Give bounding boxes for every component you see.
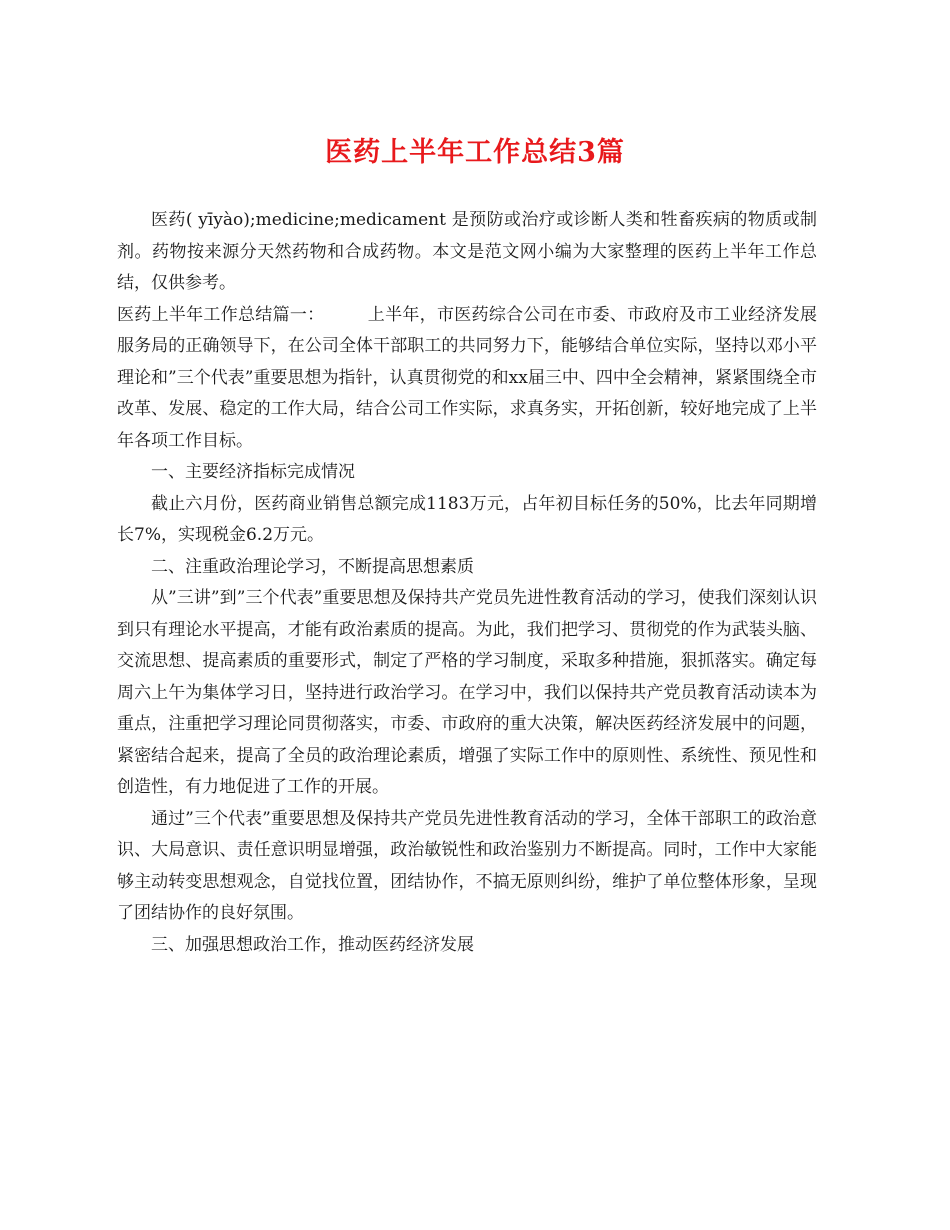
heading-ideological-work: 三、加强思想政治工作，推动医药经济发展 bbox=[151, 934, 474, 955]
heading-economic-indicators: 一、主要经济指标完成情况 bbox=[151, 462, 355, 482]
economic-indicators-paragraph: 截止六月份，医药商业销售总额完成1183万元，占年初目标任务的50%，比去年同期增长7%，实现税金6.2万元。 bbox=[117, 493, 817, 545]
study-results-paragraph: 通过”三个代表”重要思想及保持共产党员先进性教育活动的学习，全体干部职工的政治意识、大局意识、责任意识明显增强，政治敏锐性和政治鉴别力不断提高。同时，工作中大家能够主动转变思想观念，自觉找位置，团结协作，不搞无原则纠纷，维护了单位整体形象，呈现了团结协作的良好氛围。 bbox=[117, 808, 817, 923]
heading-political-study: 二、注重政治理论学习，不断提高思想素质 bbox=[151, 556, 474, 577]
political-study-paragraph: 从”三讲”到”三个代表”重要思想及保持共产党员先进性教育活动的学习，使我们深刻认识到只有理论水平提高，才能有政治素质的提高。为此，我们把学习、贯彻党的作为武装头脑、交流思想、提高素质的重要形式，制定了严格的学习制度，采取多种措施，狠抓落实。确定每周六上午为集体学习日，坚持进行政治学习。在学习中，我们以保持共产党员教育活动读本为重点，注重把学习理论同贯彻落实，市委、市政府的重大决策，解决医药经济发展中的问题，紧密结合起来，提高了全员的政治理论素质，增强了实际工作中的原则性、系统性、预见性和创造性，有力地促进了工作的开展。 bbox=[117, 588, 817, 797]
document-title: 医药上半年工作总结3篇 bbox=[325, 137, 625, 168]
section-one-intro-paragraph: 医药上半年工作总结篇一： 上半年，市医药综合公司在市委、市政府及市工业经济发展服务局的正确领导下，在公司全体干部职工的共同努力下，能够结合单位实际，坚持以邓小平理论和”三个代表”重要思想为指针，认真贯彻党的和xx届三中、四中全会精神，紧紧围绕全市改革、发展、稳定的工作大局，结合公司工作实际，求真务实，开拓创新，较好地完成了上半年各项工作目标。 bbox=[117, 304, 817, 451]
document-body bbox=[117, 205, 817, 961]
intro-paragraph: 医药( yīyào);medicine;medicament 是预防或治疗或诊断人类和牲畜疾病的物质或制剂。药物按来源分天然药物和合成药物。本文是范文网小编为大家整理的医药上半年工作总结，仅供参考。 bbox=[117, 210, 817, 293]
